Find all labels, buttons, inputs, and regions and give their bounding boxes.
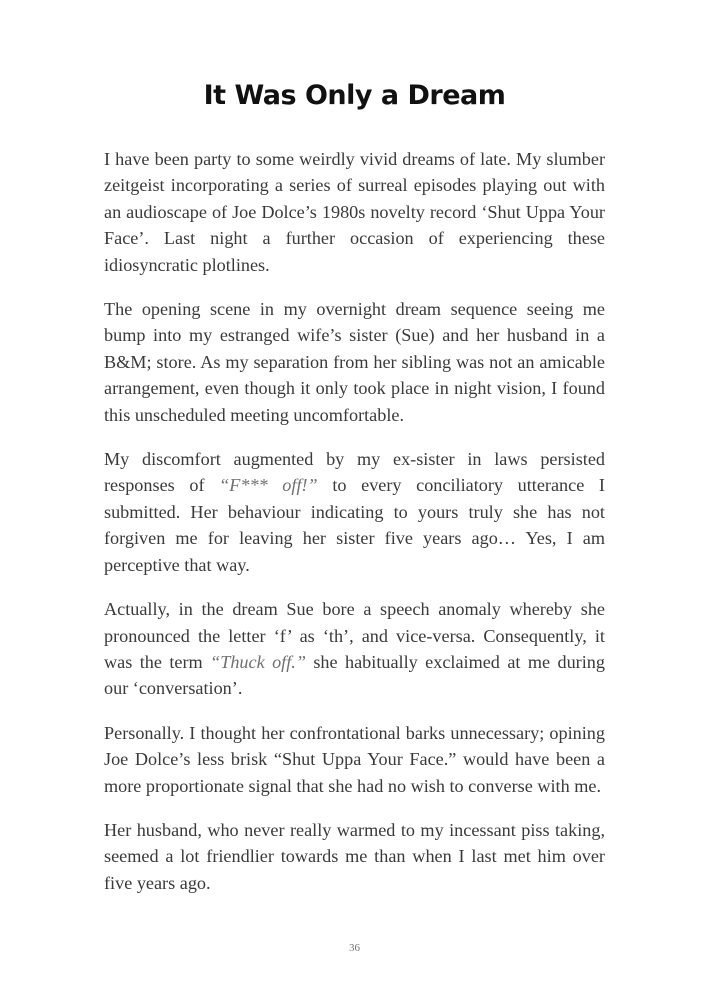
paragraph-3 — [104, 446, 605, 578]
chapter-title: It Was Only a Dream — [203, 80, 506, 111]
paragraph-2: The opening scene in my overnight dream sequence seeing me bump into my estranged wife’s sister (Sue) and her husband in a B&M; store. As my separation from her sibling was not an amicable arrangement, even though it only took place in night vision, I found this unscheduled meeting uncomfortable. — [104, 299, 605, 425]
italic-quote-f-off: “F*** off!” — [219, 475, 318, 496]
paragraph-1: I have been party to some weirdly vivid dreams of late. My slumber zeitgeist incorporating a series of surreal episodes playing out with an audioscape of Joe Dolce’s 1980s novelty record ‘Shut Uppa Your Face’. Last night a further occasion of experiencing these idiosyncratic plotlines. — [104, 149, 605, 275]
chapter-body — [104, 146, 605, 914]
paragraph-5: Personally. I thought her confrontational barks unnecessary; opining Joe Dolce’s less brisk “Shut Uppa Your Face.” would have been a more proportionate signal that she had no wish to converse with me. — [104, 722, 605, 796]
paragraph-6: Her husband, who never really warmed to my incessant piss taking, seemed a lot friendlier towards me than when I last met him over five years ago. — [104, 819, 605, 893]
paragraph-3-after: to every conciliatory utterance I submitted. Her behaviour indicating to yours truly she has not forgiven me for leaving her sister five years ago… Yes, I am perceptive that way. — [104, 475, 605, 575]
page-number: 36 — [349, 942, 360, 954]
paragraph-4-after: she habitually exclaimed at me during our ‘conversation’. — [104, 651, 605, 699]
italic-quote-thuck-off: “Thuck off.” — [210, 651, 306, 672]
paragraph-3-before: My discomfort augmented by my ex-sister in laws persisted responses of — [104, 449, 605, 496]
paragraph-4 — [104, 596, 605, 702]
paragraph-4-before: Actually, in the dream Sue bore a speech anomaly whereby she pronounced the letter ‘f’ as ‘th’, and vice-versa. Consequently, it was the term — [104, 599, 605, 672]
